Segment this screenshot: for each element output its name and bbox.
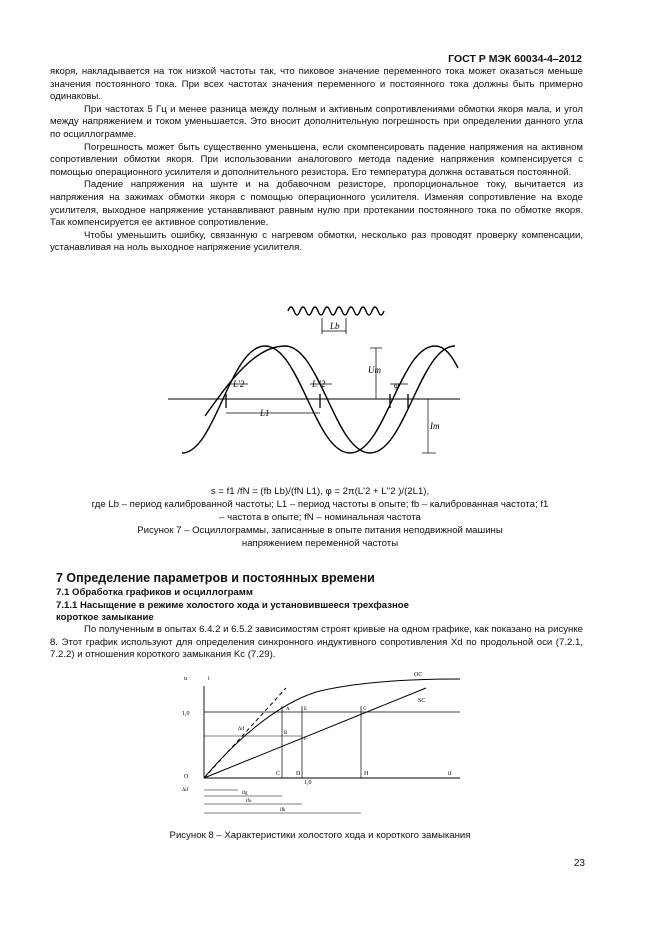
label-um: Um xyxy=(368,365,381,375)
paragraph: При частотах 5 Гц и менее разница между полным и активным сопротивлениями обмотки якоря мала, и угол между напряжением и током уменьшается. Это вносит дополнительную погрешность при определении данного угла по осциллограмме. xyxy=(50,103,583,140)
label-1-0-x: 1,0 xyxy=(304,780,312,786)
axis-u: u xyxy=(184,676,187,682)
point-c: C xyxy=(276,771,281,777)
point-a: A xyxy=(286,707,290,712)
dif-top: Δif xyxy=(238,727,245,732)
oscillogram-figure xyxy=(160,296,460,458)
sc-line xyxy=(204,688,426,778)
figure7-formula: s = f1 /fN = (fb Lb)/(fN L1), φ = 2π(L'2 + L''2 )/(2L1), xyxy=(210,486,430,497)
point-h: H xyxy=(364,771,369,777)
body-text-top xyxy=(50,66,583,255)
page-number: 23 xyxy=(573,858,585,869)
point-e: E xyxy=(304,707,308,712)
section-heading: 7 Определение параметров и постоянных времени xyxy=(56,571,375,585)
point-d: D xyxy=(296,771,301,777)
paragraph: Чтобы уменьшить ошибку, связанную с нагревом обмотки, несколько раз проводят проверку компенсации, устанавливая на ноль выходное напряжение усилителя. xyxy=(50,229,583,254)
label-ifg: ifg xyxy=(242,791,248,796)
label-ifo: ifo xyxy=(246,799,252,804)
label-l1: L1 xyxy=(260,408,270,418)
axis-i: i xyxy=(208,676,210,682)
label-oc: OC xyxy=(414,672,423,678)
label-im: Im xyxy=(430,421,440,431)
paragraph: якоря, накладывается на ток низкой частоты так, что пиковое значение переменного тока может оказаться меньше значения постоянного тока. При всех частотах значения переменного и постоянного тока должны быть примерно одинаковы. xyxy=(50,66,583,103)
calibration-wave xyxy=(288,307,384,315)
figure7-caption: напряжением переменной частоты xyxy=(241,538,399,549)
label-l2-prime: L'2 xyxy=(233,379,245,389)
point-g: G xyxy=(363,707,367,712)
subsection-heading: 7.1 Обработка графиков и осциллограмм xyxy=(56,587,253,598)
figure7-legend: где Lb – период калиброванной частоты; L1 – период частоты в опыте; fb – калиброванная частота; f1 xyxy=(91,499,549,510)
section-body: По полученным в опытах 6.4.2 и 6.5.2 зависимостям строят кривые на одном графике, как показано на рисунке 8. Этот график используют для определения синхронного индуктивного сопротивления Xd по продольной оси (7.2.1, 7.2.2) и отношения короткого замыкания Kc (7.29). xyxy=(50,624,583,661)
standard-header: ГОСТ Р МЭК 60034-4–2012 xyxy=(448,53,582,65)
label-if: if xyxy=(448,771,452,777)
paragraph: Погрешность может быть существенно уменьшена, если скомпенсировать падение напряжения на активном сопротивлении обмотки якоря. При использовании аналогового метода падение напряжения компенсируется с помощью операционного усилителя и дополнительного резистора. Его температура должна оставаться постоянной. xyxy=(50,141,583,178)
paragraph: Падение напряжения на шунте и на добавочном резисторе, пропорциональное току, вычитается из напряжения на зажимах обмотки якоря с помощью операционного усилителя. Изменяя сопротивление на входе усилителя, выходное напряжение устанавливают равным нулю при протекании постоянного тока по обмотке якоря. Так компенсируется ее активное сопротивление. xyxy=(50,179,583,229)
subsection-heading: короткое замыкание xyxy=(56,612,154,623)
label-ifk: ifk xyxy=(280,808,286,813)
dif-bottom: Δif xyxy=(182,788,189,793)
label-lb: Lb xyxy=(330,321,340,331)
figure7-caption: Рисунок 7 – Осциллограммы, записанные в опыте питания неподвижной машины xyxy=(137,525,503,536)
subsection-heading: 7.1.1 Насыщение в режиме холостого хода и установившееся трехфазное xyxy=(56,600,409,611)
point-b: B xyxy=(284,731,288,736)
figure8-caption: Рисунок 8 – Характеристики холостого хода и короткого замыкания xyxy=(169,830,471,841)
label-1-0-y: 1,0 xyxy=(182,711,190,717)
figure7-legend: – частота в опыте; fN – номинальная частота xyxy=(219,512,421,523)
label-phi: φ xyxy=(394,380,399,390)
characteristics-figure xyxy=(176,670,472,820)
point-f: F xyxy=(304,737,307,742)
label-sc: SC xyxy=(418,698,426,704)
label-l2-double-prime: L''2 xyxy=(312,379,326,389)
point-o: O xyxy=(184,774,189,780)
